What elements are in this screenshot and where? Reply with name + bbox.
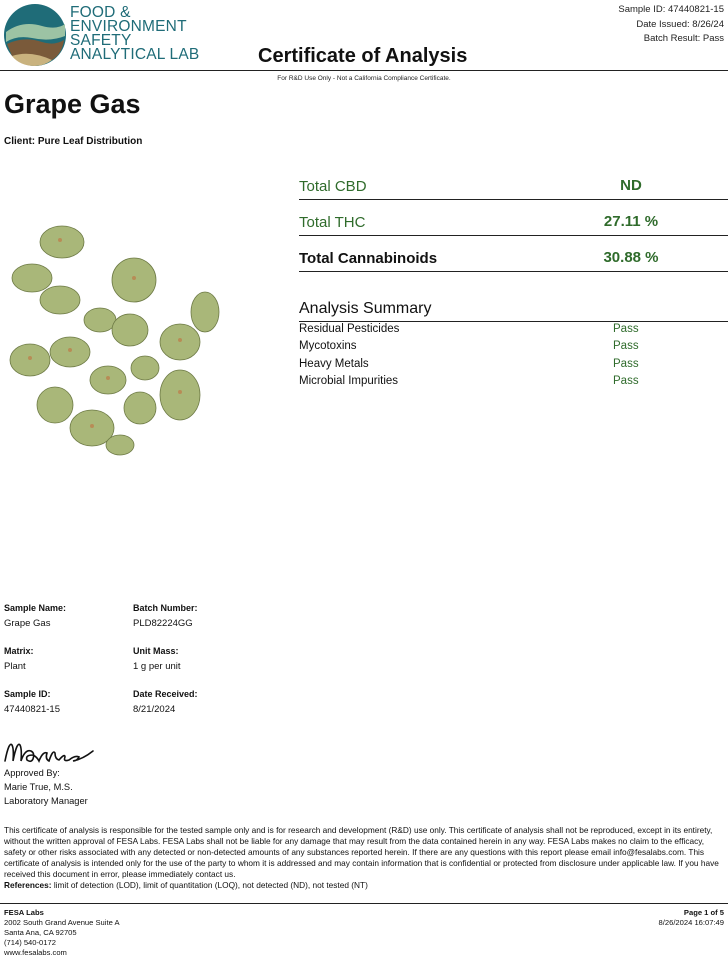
potency-row-thc <box>299 210 728 236</box>
sample-id-meta: Sample ID: 47440821-15 <box>618 4 724 15</box>
references-text: limit of detection (LOD), limit of quantitation (LOQ), not detected (ND), not tested (NT) <box>51 880 368 890</box>
summary-item-value: Pass <box>613 323 639 335</box>
summary-item-label: Microbial Impurities <box>299 375 399 387</box>
row-divider <box>299 235 728 236</box>
signature <box>3 735 95 767</box>
potency-value: 27.11 % <box>603 213 659 230</box>
potency-value: ND <box>620 177 642 194</box>
batch-number-value: PLD82224GG <box>133 618 193 629</box>
date-received-label: Date Received: <box>133 689 198 699</box>
summary-item-value: Pass <box>613 358 639 370</box>
sample-id-label: Sample ID: <box>4 689 51 699</box>
report-meta <box>618 3 724 47</box>
footer-divider <box>0 903 728 904</box>
product-name: Grape Gas <box>4 89 141 119</box>
disclaimer: This certificate of analysis is responsible for the tested sample only and is for research and development (R&D) use only. This certificate of analysis shall not be reproduced, except in its entirety, without the written approval of FESA Labs. FESA Labs shall not be liable for any damage that may result from the data contained herein in any way. FESA Labs makes no claim to the efficacy, safety or other risks associated with any detected or non-detected amounts of any substances reported herein. If there are any questions with this report please email info@fesalabs.com. This certificate of analysis is intended only for the use of the party to whom it is addressed and may contain information that is confidential or protected from disclosure under applicable law. If you have received this document in error, please immediately contact us. <box>4 825 719 879</box>
summary-item-label: Mycotoxins <box>299 340 357 352</box>
phone: (714) 540-0172 <box>4 938 56 947</box>
matrix-value: Plant <box>4 661 26 672</box>
website-link[interactable]: www.fesalabs.com <box>4 948 67 957</box>
footer-page-info <box>659 908 724 928</box>
potency-value: 30.88 % <box>603 249 659 266</box>
unit-mass-value: 1 g per unit <box>133 661 181 672</box>
footer-address <box>4 908 120 958</box>
approver-title: Laboratory Manager <box>4 796 88 806</box>
summary-title: Analysis Summary <box>299 300 432 317</box>
page-title: Certificate of Analysis <box>258 45 468 67</box>
sample-id-value: 47440821-15 <box>4 704 60 715</box>
potency-row-cbd <box>299 174 728 200</box>
approver-name: Marie True, M.S. <box>4 782 73 792</box>
batch-number-label: Batch Number: <box>133 603 198 613</box>
header-divider <box>0 70 728 71</box>
potency-label: Total THC <box>299 214 366 231</box>
summary-item-value: Pass <box>613 340 639 352</box>
potency-label: Total Cannabinoids <box>299 250 438 267</box>
potency-row-total <box>299 246 728 272</box>
row-divider <box>299 271 728 272</box>
references <box>4 880 368 890</box>
summary-item-value: Pass <box>613 375 639 387</box>
lab-name: FESA Labs <box>4 908 44 917</box>
sample-name-value: Grape Gas <box>4 618 51 629</box>
approved-by-label: Approved By: <box>4 768 60 778</box>
address-line-2: Santa Ana, CA 92705 <box>4 928 77 937</box>
matrix-label: Matrix: <box>4 646 34 656</box>
references-label: References: <box>4 880 52 890</box>
summary-item-label: Residual Pesticides <box>299 323 400 335</box>
client-name: Client: Pure Leaf Distribution <box>4 136 143 147</box>
date-issued: Date Issued: 8/26/24 <box>636 18 724 30</box>
page-number: Page 1 of 5 <box>683 908 724 917</box>
summary-divider <box>299 321 728 322</box>
potency-label: Total CBD <box>299 178 367 195</box>
product-photo <box>0 220 240 520</box>
unit-mass-label: Unit Mass: <box>133 646 179 656</box>
rd-note: For R&D Use Only - Not a California Compliance Certificate. <box>277 75 451 82</box>
print-timestamp: 8/26/2024 16:07:49 <box>658 918 724 927</box>
batch-result: Batch Result: Pass <box>643 33 724 44</box>
summary-item-label: Heavy Metals <box>299 358 369 370</box>
address-line-1: 2002 South Grand Avenue Suite A <box>4 918 120 927</box>
date-received-value: 8/21/2024 <box>133 704 176 715</box>
row-divider <box>299 199 728 200</box>
sample-name-label: Sample Name: <box>4 603 67 613</box>
logo-wordmark: FOOD & ENVIRONMENT SAFETY ANALYTICAL LAB <box>70 4 200 63</box>
